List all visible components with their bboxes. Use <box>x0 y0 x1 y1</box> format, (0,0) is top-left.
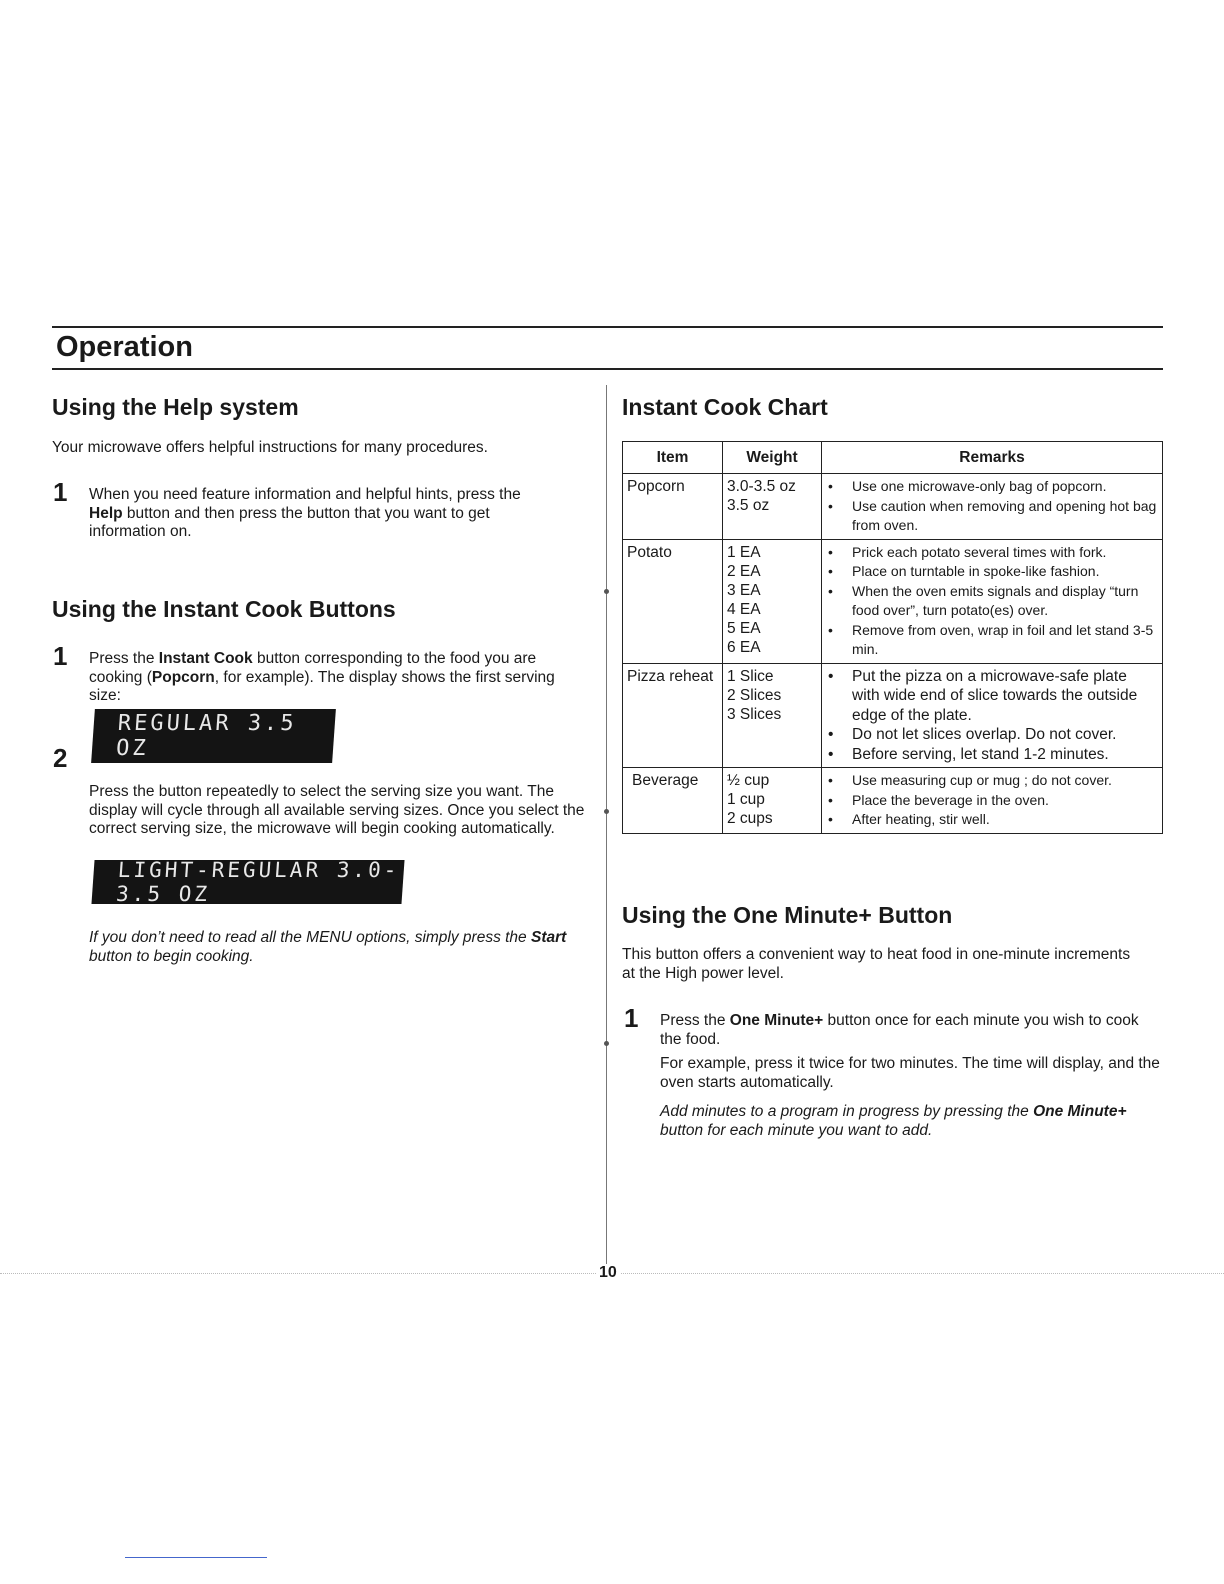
chart-row-potato <box>623 539 1163 663</box>
header-top-rule <box>52 326 1163 328</box>
help-step-number: 1 <box>53 477 68 507</box>
help-intro: Your microwave offers helpful instructions for many procedures. <box>52 439 488 456</box>
remark-item: • Before serving, let stand 1-2 minutes. <box>826 745 1158 765</box>
divider-dot <box>604 1041 609 1046</box>
oneminute-heading: Using the One Minute+ Button <box>622 902 953 928</box>
remark-item: • Use caution when removing and opening hot bag from oven. <box>826 497 1158 536</box>
page-number: 10 <box>596 1264 620 1282</box>
instant-step2-text: Press the button repeatedly to select the serving size you want. The display will cycle through all available serving sizes. Once you select the correct serving size, the microwave will begin cooking automatically. <box>89 783 585 837</box>
instant-note: If you don’t need to read all the MENU options, simply press the Start button to begin cooking. <box>89 929 567 965</box>
chart-row-popcorn <box>623 474 1163 540</box>
help-heading: Using the Help system <box>52 394 299 420</box>
divider-dot <box>604 589 609 594</box>
header-bottom-rule <box>52 368 1163 370</box>
chart-header-item: Item <box>623 442 723 474</box>
instant-step1-number: 1 <box>53 641 68 671</box>
chart-cell-item: Beverage <box>623 768 723 834</box>
remark-item: • Prick each potato several times with fork. <box>826 543 1158 563</box>
oneminute-example: For example, press it twice for two minutes. The time will display, and the oven starts automatically. <box>660 1055 1160 1091</box>
help-step-text: When you need feature information and helpful hints, press the Help button and then press the button that you want to get information on. <box>89 486 521 540</box>
chart-header-row <box>623 442 1163 474</box>
oneminute-step-number: 1 <box>624 1003 639 1033</box>
remark-item: • Remove from oven, wrap in foil and let stand 3-5 min. <box>826 621 1158 660</box>
lcd-display-regular: REGULAR 3.5 OZ <box>91 709 336 763</box>
remark-item: • Put the pizza on a microwave-safe plate with wide end of slice towards the outside edge of the plate. <box>826 667 1158 726</box>
remark-item: • After heating, stir well. <box>826 810 1158 830</box>
oneminute-note: Add minutes to a program in progress by pressing the One Minute+ button for each minute you want to add. <box>660 1103 1127 1139</box>
instant-cook-chart <box>622 441 1163 834</box>
chart-cell-weight: 3.0-3.5 oz 3.5 oz <box>723 474 822 540</box>
help-button-label: Help <box>89 504 123 522</box>
chart-cell-item: Pizza reheat <box>623 663 723 768</box>
chart-row-beverage <box>623 768 1163 834</box>
remark-item: • Do not let slices overlap. Do not cover. <box>826 725 1158 745</box>
chart-cell-item: Potato <box>623 539 723 663</box>
lcd-display-light-regular: LIGHT-REGULAR 3.0-3.5 OZ <box>91 860 404 904</box>
oneminute-step-text: Press the One Minute+ button once for each minute you wish to cook the food. <box>660 1012 1139 1048</box>
chart-header-remarks: Remarks <box>822 442 1163 474</box>
chart-cell-weight: 1 EA 2 EA 3 EA 4 EA 5 EA 6 EA <box>723 539 822 663</box>
remark-item: • Place on turntable in spoke-like fashion. <box>826 562 1158 582</box>
column-divider <box>606 385 607 1265</box>
remark-item: • Place the beverage in the oven. <box>826 791 1158 811</box>
chart-header-weight: Weight <box>723 442 822 474</box>
remark-item: • Use one microwave-only bag of popcorn. <box>826 477 1158 497</box>
chart-heading: Instant Cook Chart <box>622 394 828 420</box>
footer-link-underline <box>125 1557 267 1558</box>
remark-item: • Use measuring cup or mug ; do not cover. <box>826 771 1158 791</box>
chart-cell-remarks <box>822 474 1163 540</box>
divider-dot <box>604 809 609 814</box>
page-title: Operation <box>56 331 193 363</box>
chart-cell-remarks <box>822 768 1163 834</box>
instant-step1-text: Press the Instant Cook button corresponding to the food you are cooking (Popcorn, for example). The display shows the first serving size: <box>89 650 555 704</box>
chart-cell-item: Popcorn <box>623 474 723 540</box>
chart-row-pizza <box>623 663 1163 768</box>
remark-item: • When the oven emits signals and display “turn food over”, turn potato(es) over. <box>826 582 1158 621</box>
chart-cell-remarks <box>822 663 1163 768</box>
oneminute-intro: This button offers a convenient way to heat food in one-minute increments at the High power level. <box>622 946 1131 982</box>
instant-step2-number: 2 <box>53 743 68 773</box>
chart-cell-remarks <box>822 539 1163 663</box>
chart-cell-weight: 1 Slice 2 Slices 3 Slices <box>723 663 822 768</box>
chart-cell-weight: ½ cup 1 cup 2 cups <box>723 768 822 834</box>
instant-heading: Using the Instant Cook Buttons <box>52 596 396 622</box>
